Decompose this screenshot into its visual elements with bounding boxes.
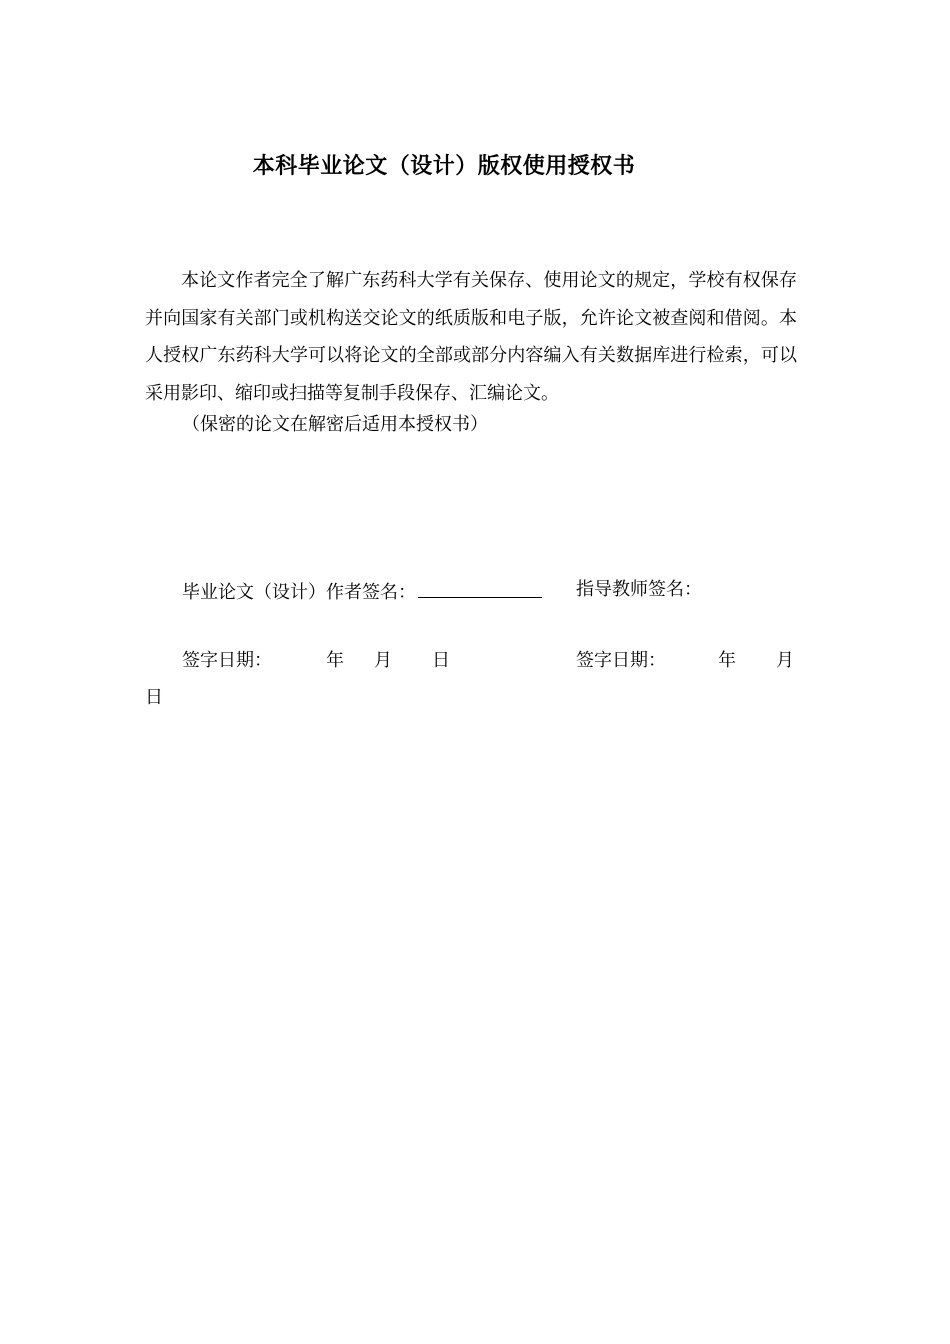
right-date-year: 年 [718, 650, 736, 671]
left-date-label: 签字日期： [182, 650, 272, 671]
right-date-label: 签字日期： [576, 650, 666, 671]
left-date-day: 日 [432, 650, 450, 671]
right-date-day: 日 [145, 687, 163, 708]
advisor-signature [576, 575, 702, 605]
left-date-month: 月 [374, 650, 392, 671]
left-date-year: 年 [326, 650, 344, 671]
authorization-paragraph: 本论文作者完全了解广东药科大学有关保存、使用论文的规定，学校有权保存并向国家有关部门或机构送交论文的纸质版和电子版，允许论文被查阅和借阅。本人授权广东药科大学可以将论文的全部或部分内容编入有关数据库进行检索，可以采用影印、缩印或扫描等复制手段保存、汇编论文。 [145, 270, 797, 404]
advisor-signature-label: 指导教师签名： [576, 579, 702, 600]
author-signature-label: 毕业论文（设计）作者签名： [182, 582, 416, 603]
author-signature [182, 575, 542, 608]
page-title: 本科毕业论文（设计）版权使用授权书 [252, 154, 636, 179]
confidential-note: （保密的论文在解密后适用本授权书） [182, 414, 488, 435]
right-date-month: 月 [776, 650, 794, 671]
author-signature-line[interactable] [418, 575, 542, 598]
